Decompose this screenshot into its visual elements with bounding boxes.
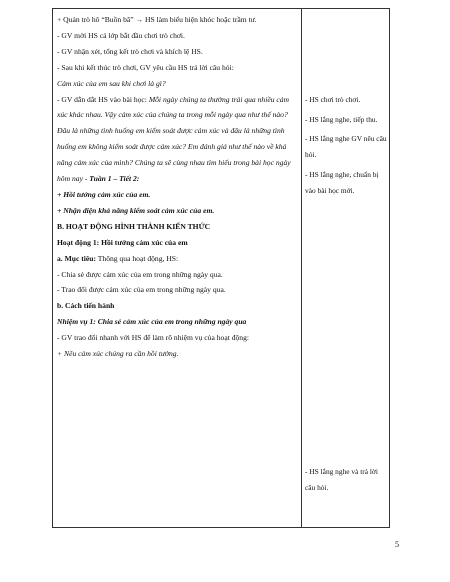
instruction-summary: - GV nhận xét, tổng kết trò chơi và khích lệ HS. — [57, 46, 203, 56]
student-response-3: - HS lắng nghe GV nêu câu hỏi. — [305, 134, 387, 159]
lesson-table — [52, 8, 390, 528]
objective — [57, 251, 297, 267]
question-text: Cảm xúc của em sau khi chơi là gì? — [57, 78, 166, 88]
student-response-5: - HS lắng nghe và trả lời câu hỏi. — [305, 467, 378, 492]
lesson-week: Tuần 1 – Tiết 2: — [89, 174, 140, 184]
lesson-goal-2: + Nhận diện khả năng kiểm soát cảm xúc của em. — [57, 205, 215, 215]
student-response-2: - HS lắng nghe, tiếp thu. — [305, 115, 378, 124]
objective-item-1: - Chia sẻ được cảm xúc của em trong những ngày qua. — [57, 269, 223, 279]
column-divider — [301, 9, 302, 527]
task-heading: Nhiệm vụ 1: Chia sẻ cảm xúc của em trong những ngày qua — [57, 317, 247, 327]
lesson-intro-lead: - GV dẫn dắt HS vào bài học: — [57, 94, 149, 104]
teacher-activity-column — [57, 12, 297, 362]
lesson-intro — [57, 92, 297, 187]
instruction-question: - Sau khi kết thúc trò chơi, GV yêu cầu HS trả lời câu hỏi: — [57, 62, 234, 72]
student-response-1: - HS chơi trò chơi. — [305, 95, 361, 104]
lesson-intro-quote: Mỗi ngày chúng ta thường trải qua nhiều cảm xúc khác nhau. Vậy cảm xúc của chúng ta trong mỗi ngày qua như thế nào? Đâu là những tình huống em kiểm soát được cảm xúc và đâu là những tình huống em không kiểm soát được cảm xúc? Em đánh giá như thế nào về khả năng cảm xúc của mình? Chúng ta sẽ cùng nhau tìm hiểu trong bài học ngày hôm nay - — [57, 94, 291, 184]
instruction-sad: + Quản trò hô “Buồn bã” → HS làm biểu hiện khóc hoặc trầm tư. — [57, 15, 257, 24]
activity-heading: Hoạt động 1: Hồi tưởng cảm xúc của em — [57, 237, 188, 247]
student-response-4: - HS lắng nghe, chuẩn bị vào bài học mới. — [305, 170, 379, 195]
objective-text: Thông qua hoạt động, HS: — [96, 253, 179, 263]
objective-label: a. Mục tiêu: — [57, 253, 97, 263]
instruction-start-game: - GV mời HS cả lớp bắt đầu chơi trò chơi. — [57, 30, 185, 40]
objective-item-2: - Trao đổi được cảm xúc của em trong những ngày qua. — [57, 285, 226, 295]
task-subitem: + Nêu cảm xúc chúng ra cần hồi tưởng. — [57, 349, 179, 359]
method-heading: b. Cách tiến hành — [57, 301, 115, 311]
page-number: 5 — [395, 540, 399, 549]
lesson-goal-1: + Hồi tưởng cảm xúc của em. — [57, 189, 151, 199]
task-instruction: - GV trao đổi nhanh với HS để làm rõ nhiệm vụ của hoạt động: — [57, 333, 249, 343]
section-heading: B. HOẠT ĐỘNG HÌNH THÀNH KIẾN THỨC — [57, 221, 211, 231]
